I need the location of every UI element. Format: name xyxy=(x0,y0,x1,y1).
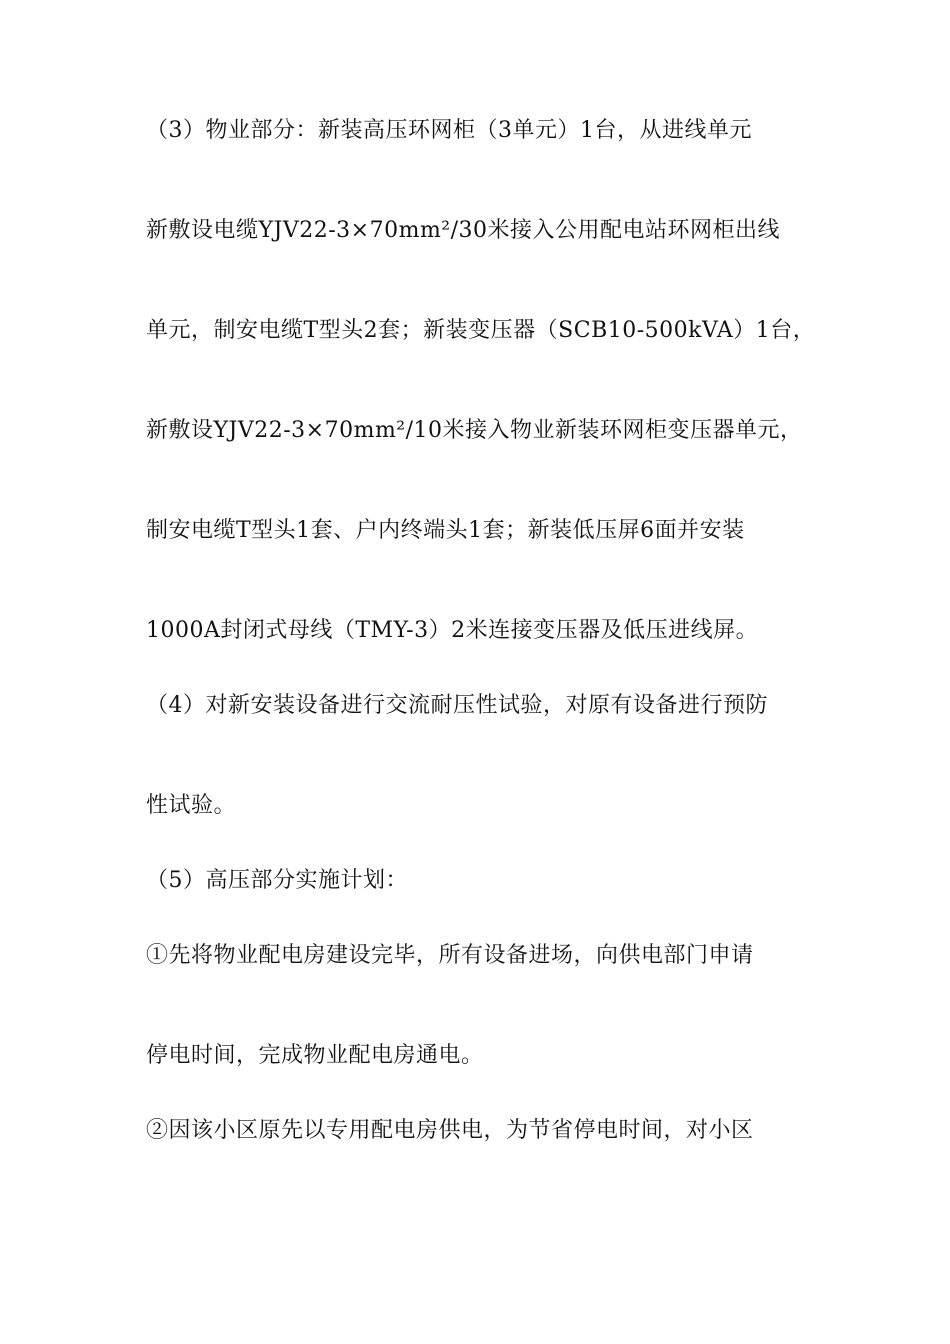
paragraph-4-line-2: 性试验。 xyxy=(146,793,237,818)
paragraph-3-line-5: 制安电缆T型头1套、户内终端头1套；新装低压屏6面并安装 xyxy=(146,518,745,543)
paragraph-3-line-1: （3）物业部分：新装高压环网柜（3单元）1台，从进线单元 xyxy=(146,118,752,143)
paragraph-3-line-2: 新敷设电缆YJV22-3×70mm²/30米接入公用配电站环网柜出线 xyxy=(146,218,781,243)
step-2-line-1: ②因该小区原先以专用配电房供电，为节省停电时间，对小区 xyxy=(146,1118,754,1143)
paragraph-3-line-6: 1000A封闭式母线（TMY-3）2米连接变压器及低压进线屏。 xyxy=(146,618,759,643)
step-1-line-1: ①先将物业配电房建设完毕，所有设备进场，向供电部门申请 xyxy=(146,943,754,968)
paragraph-3-line-3: 单元，制安电缆T型头2套；新装变压器（SCB10-500kVA）1台， xyxy=(146,318,816,343)
paragraph-5-heading: （5）高压部分实施计划： xyxy=(146,868,408,893)
paragraph-4-line-1: （4）对新安装设备进行交流耐压性试验，对原有设备进行预防 xyxy=(146,693,768,718)
paragraph-3-line-4: 新敷设YJV22-3×70mm²/10米接入物业新装环网柜变压器单元， xyxy=(146,418,803,443)
step-1-line-2: 停电时间，完成物业配电房通电。 xyxy=(146,1043,484,1068)
